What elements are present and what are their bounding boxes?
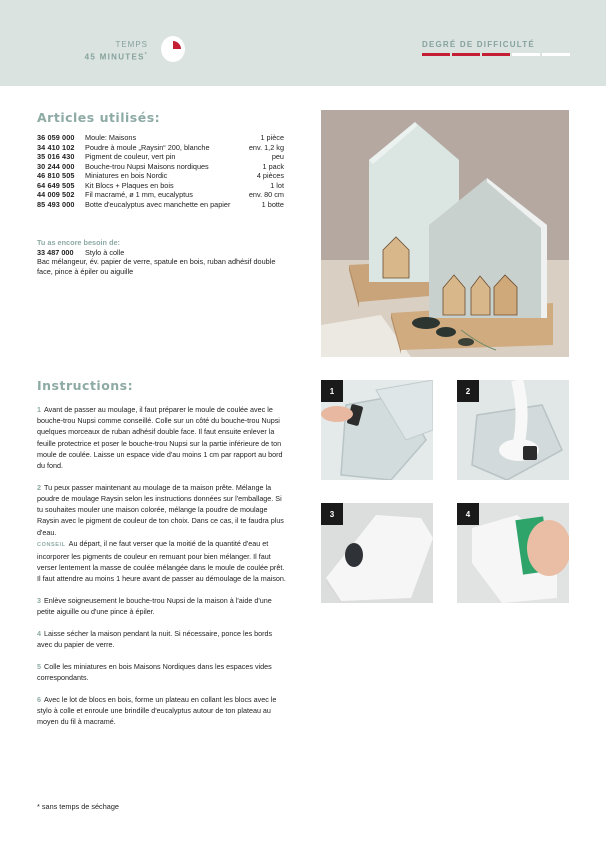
step-text: Tu peux passer maintenant au moulage de ta maison prête. Mélange la poudre de moulage Raysin selon les instructions données sur l'emballage. Si tu souhaites mouler une maison colorée, mélange la poudre de moulage Raysin avec le pigment de couleur de ton choix. Dans ce cas, il te faudra plus d'eau. (37, 482, 284, 537)
tip-label: CONSEIL (37, 541, 66, 548)
step-text: Colle les miniatures en bois Maisons Nordiques dans les espaces vides correspondants. (37, 661, 272, 683)
article-qty: 1 pièce (260, 133, 284, 142)
additional-needs (37, 238, 287, 276)
step-5 (37, 661, 287, 683)
header-band (0, 0, 606, 86)
time-footnote-mark: * (144, 52, 148, 58)
step-number: 6 (37, 694, 41, 704)
step-number: 5 (37, 661, 41, 671)
article-code: 35 016 430 (37, 152, 75, 161)
instructions-title: Instructions: (37, 378, 134, 393)
article-qty: env. 80 cm (248, 190, 284, 199)
article-row (37, 200, 284, 210)
step-3 (37, 595, 287, 617)
step-6 (37, 694, 287, 728)
difficulty-segment (512, 53, 540, 56)
article-name: Moule: Maisons (85, 133, 137, 142)
article-name: Pigment de couleur, vert pin (85, 152, 176, 161)
article-code: 30 244 000 (37, 161, 75, 171)
clock-icon (161, 36, 185, 62)
article-row (37, 171, 284, 181)
difficulty-segment (542, 53, 570, 56)
article-row (37, 181, 284, 191)
articles-list (37, 133, 284, 209)
step-photo-2 (457, 380, 569, 480)
article-qty: 4 pièces (256, 171, 284, 180)
time-value: 45 MINUTES (84, 52, 145, 62)
difficulty-indicator (422, 40, 570, 56)
articles-title: Articles utilisés: (37, 110, 161, 125)
step-text: Avec le lot de blocs en bois, forme un plateau en collant les blocs avec le stylo à colle et enroule une brindille d'eucalyptus autour de ton plateau au moyen du fil à macramé. (37, 694, 277, 727)
step-4 (37, 628, 287, 650)
time-label: TEMPS (115, 40, 148, 49)
article-row (37, 133, 284, 143)
step-number: 2 (37, 482, 41, 492)
step-photo-4 (457, 503, 569, 603)
needs-name: Stylo à colle (85, 247, 125, 257)
article-code: 34 410 102 (37, 142, 75, 152)
article-name: Miniatures en bois Nordic (85, 171, 168, 180)
needs-title: Tu as encore besoin de: (37, 238, 120, 247)
article-qty: 1 lot (270, 180, 284, 190)
article-qty: peu (271, 152, 284, 161)
tip-text: Au départ, il ne faut verser que la moitié de la quantité d'eau et incorporer les pigments de couleur en remuant pour bien mélanger. Il faut verser lentement la masse de coulée mélangée dans le moule de coulée prêt. Il faut attendre au moins 1 heure avant de passer au démoulage de la maison. (37, 538, 286, 584)
step-text: Avant de passer au moulage, il faut préparer le moule de coulée avec le bouche-trou Nupsi comme conseillé. Colle sur un côté du bouche-trou Nupsi quelques morceaux de ruban adhésif double face. Il faut ensuite enlever la feuille protectrice et poser le bouche-trou Nupsi sur la partie inférieure de ton moule de coulée. Laisse un espace vide d'au moins 1 cm par rapport au bord du fond. (37, 405, 283, 471)
step-badge: 4 (457, 503, 479, 525)
difficulty-segment (422, 53, 450, 56)
article-code: 36 059 000 (37, 133, 75, 142)
article-code: 44 009 502 (37, 190, 75, 199)
article-row (37, 190, 284, 200)
article-row (37, 152, 284, 162)
step-number: 4 (37, 628, 41, 638)
step-number: 3 (37, 596, 41, 606)
hero-photo (321, 110, 569, 357)
difficulty-bar (422, 53, 570, 56)
article-name: Poudre à moule „Raysin“ 200, blanche (85, 142, 210, 152)
article-name: Bouche-trou Nupsi Maisons nordiques (85, 161, 209, 171)
step-number: 1 (37, 405, 41, 414)
article-name: Botte d'eucalyptus avec manchette en papier (85, 199, 231, 209)
article-code: 64 649 505 (37, 180, 75, 190)
tip (37, 538, 287, 585)
step-photo-1 (321, 380, 433, 480)
article-qty: 1 pack (262, 161, 284, 171)
difficulty-segment (452, 53, 480, 56)
time-indicator (85, 40, 148, 63)
needs-extra: Bac mélangeur, év. papier de verre, spatule en bois, ruban adhésif double face, pince à épiler ou aiguille (37, 257, 276, 276)
article-qty: env. 1,2 kg (248, 142, 284, 152)
article-name: Kit Blocs + Plaques en bois (85, 180, 174, 190)
difficulty-label: DEGRÉ DE DIFFICULTÉ (422, 40, 535, 49)
step-text: Enlève soigneusement le bouche-trou Nupsi de la maison à l'aide d'une petite aiguille ou d'une pince à épiler. (37, 596, 272, 617)
step-badge: 1 (321, 380, 343, 402)
step-2 (37, 482, 287, 538)
article-name: Fil macramé, ø 1 mm, eucalyptus (85, 190, 193, 199)
footnote: * sans temps de séchage (37, 802, 119, 811)
step-badge: 2 (457, 380, 479, 402)
difficulty-segment (482, 53, 510, 56)
article-code: 46 810 505 (37, 171, 75, 180)
step-badge: 3 (321, 503, 343, 525)
article-qty: 1 botte (261, 199, 284, 209)
step-photo-3 (321, 503, 433, 603)
article-code: 85 493 000 (37, 199, 75, 209)
article-row (37, 143, 284, 153)
article-row (37, 162, 284, 172)
needs-code: 33 487 000 (37, 247, 74, 257)
step-1 (37, 404, 287, 471)
step-text: Laisse sécher la maison pendant la nuit. Si nécessaire, ponce les bords avec du papier de verre. (37, 628, 273, 650)
instructions-body (37, 404, 287, 738)
